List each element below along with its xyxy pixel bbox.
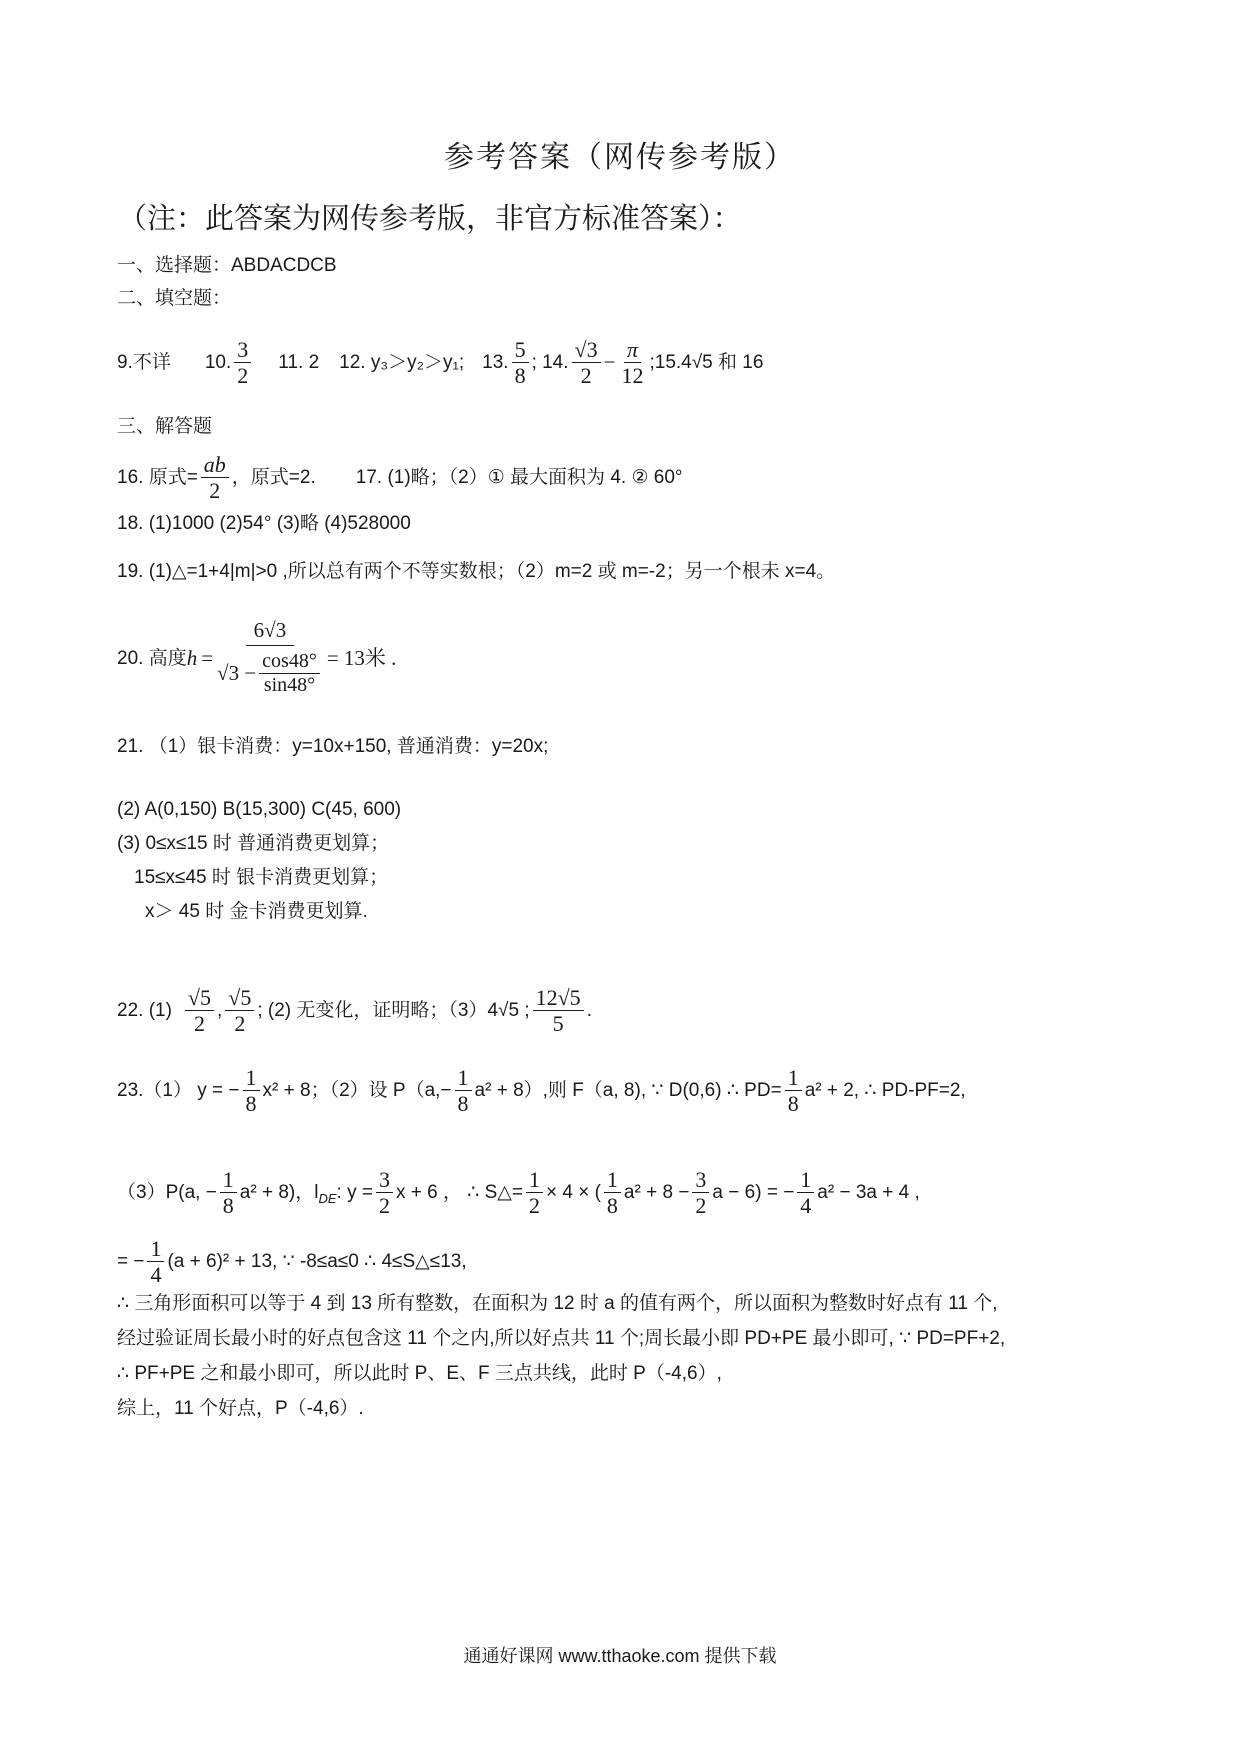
q23-fraction-7 [604, 1167, 621, 1219]
q23-f8-num: 3 [692, 1167, 709, 1193]
q21-part2: (2) A(0,150) B(15,300) C(45, 600) [117, 799, 402, 820]
q23-fraction-6 [526, 1167, 543, 1219]
q23-fraction-9 [797, 1167, 814, 1219]
q16-denominator: 2 [209, 478, 221, 504]
fill-q9: 9.不详 [117, 352, 171, 374]
q22-denominator-2: 2 [234, 1011, 246, 1037]
q20-cos-sin-fraction [259, 650, 320, 697]
q20-equals: = [201, 646, 214, 670]
q20-numerator: 6√3 [246, 620, 295, 646]
q16-fraction [201, 452, 229, 504]
q20-cos: cos48° [259, 650, 320, 674]
fill-q13-fraction [512, 337, 529, 389]
q23-f7-num: 1 [604, 1167, 621, 1193]
q23-line1 [117, 1065, 966, 1117]
footer-source: 通通好课网 www.tthaoke.com 提供下载 [463, 1646, 777, 1666]
fill-q11: 11. 2 [278, 352, 320, 374]
q23-f2-num: 1 [455, 1065, 472, 1091]
q16-q17-line [117, 452, 683, 504]
q21-part3-line3: x＞ 45 时 金卡消费更划算. [145, 901, 368, 922]
q23-l1-b: x² + 8；（2）设 P（a,− [262, 1080, 452, 1102]
q23-f8-den: 2 [695, 1193, 707, 1219]
fill-q14-fraction-2 [618, 337, 646, 389]
q23-fraction-10 [147, 1236, 164, 1288]
section-choice-answers: 一、选择题：ABDACDCB [117, 255, 337, 276]
q20-result: = 13米 . [326, 646, 397, 670]
q22-comma: , [217, 1000, 223, 1022]
q22-middle: ; (2) 无变化，证明略；（3）4√5 ; [257, 1000, 530, 1022]
section-solution-heading: 三、解答题 [117, 416, 213, 437]
fill-q10-numerator: 3 [234, 337, 251, 363]
q22-denominator-1: 2 [193, 1011, 205, 1037]
q23-fraction-8 [692, 1167, 709, 1219]
q22-line [117, 985, 592, 1037]
q20-label: 20. 高度 [117, 648, 187, 669]
q22-denominator-3: 5 [552, 1011, 564, 1037]
q23-paragraph-3: ∴ PF+PE 之和最小即可，所以此时 P、E、F 三点共线，此时 P（-4,6）, [117, 1363, 722, 1384]
fill-q15: ;15.4√5 和 16 [649, 352, 764, 374]
q23-f10-num: 1 [147, 1236, 164, 1262]
fill-q14-denominator-1: 2 [580, 363, 592, 389]
q23-f10-den: 4 [150, 1262, 162, 1288]
q23-f1-num: 1 [243, 1065, 260, 1091]
q22-fraction-1 [185, 985, 214, 1037]
disclaimer-note: （注：此答案为网传参考版，非官方标准答案）： [118, 203, 742, 235]
q23-fraction-3 [785, 1065, 802, 1117]
q23-l2-b: a² + 8)，l [239, 1182, 319, 1204]
q20-denominator [217, 646, 323, 697]
q23-f4-num: 1 [220, 1167, 237, 1193]
q23-l3-b: (a + 6)² + 13, ∵ -8≤a≤0 ∴ 4≤S△≤13, [167, 1251, 467, 1273]
q23-l3-a: = − [117, 1251, 145, 1273]
q23-f1-den: 8 [245, 1091, 257, 1117]
q18-answer: 18. (1)1000 (2)54° (3)略 (4)528000 [117, 513, 411, 534]
q23-paragraph-2: 经过验证周长最小时的好点包含这 11 个之内,所以好点共 11 个;周长最小即 PD+PE 最小即可, ∵ PD=PF+2, [117, 1328, 1006, 1349]
q23-l2-g: a − 6) = − [712, 1182, 795, 1204]
section-fill-heading: 二、填空题： [117, 288, 232, 309]
fill-q13-numerator: 5 [512, 337, 529, 363]
q23-l2-e: × 4 × ( [546, 1182, 601, 1204]
q23-line3 [117, 1236, 467, 1288]
q17-answer: 17. (1)略；（2）① 最大面积为 4. ② 60° [355, 467, 683, 489]
q21-part1: 21. （1）银卡消费：y=10x+150, 普通消费：y=20x; [117, 736, 549, 757]
page-title: 参考答案（网传参考版） [444, 141, 796, 174]
fill-q14-denominator-2: 12 [621, 363, 644, 389]
q23-f3-num: 1 [785, 1065, 802, 1091]
q23-l2-subscript: DE [318, 1191, 337, 1207]
q22-fraction-3 [533, 985, 584, 1037]
fill-answers-line: 9.不详 10. $\frac{3}{2}$ 11. 2 12. y₃＞y₂＞y₁; 13. $\frac{5}{8}$ ; 14. $\frac{√3}{2}$ − $\frac{\pi}{12}$ ;15.4√5 和 16 [117, 337, 764, 389]
q21-part3-line2: 15≤x≤45 时 银卡消费更划算； [134, 867, 389, 888]
fill-q10-label: 10. [204, 352, 232, 374]
fill-q14-fraction-1 [572, 337, 601, 389]
q23-l1-c: a² + 8）,则 F（a, 8), ∵ D(0,6) ∴ PD= [474, 1080, 782, 1102]
q22-end: . [586, 1000, 592, 1022]
q20-h: h [186, 646, 198, 670]
q20-sin: sin48° [263, 674, 316, 696]
q23-fraction-5 [376, 1167, 393, 1219]
q23-fraction-4 [220, 1167, 237, 1219]
q20-fraction [217, 620, 323, 697]
q23-fraction-1 [243, 1065, 260, 1117]
q22-numerator-3: 12√5 [533, 985, 584, 1011]
fill-q13-denominator: 8 [514, 363, 526, 389]
fill-q13-label: 13. [482, 352, 509, 374]
fill-q14-numerator-1: √3 [572, 337, 601, 363]
q23-f9-num: 1 [797, 1167, 814, 1193]
q23-fraction-2 [455, 1065, 472, 1117]
q22-numerator-1: √5 [185, 985, 214, 1011]
q19-answer: 19. (1)△=1+4|m|>0 ,所以总有两个不等实数根；（2）m=2 或 m=-2；另一个根未 x=4。 [117, 561, 836, 582]
q22-label: 22. (1) [117, 1000, 172, 1022]
q23-l1-a: 23.（1） y = − [117, 1080, 240, 1102]
q23-line2 [117, 1167, 920, 1219]
q23-f5-num: 3 [376, 1167, 393, 1193]
q23-l1-d: a² + 2, ∴ PD-PF=2, [804, 1080, 966, 1102]
fill-q10-fraction [234, 337, 251, 389]
q23-f6-den: 2 [529, 1193, 540, 1219]
q16-result: ，原式=2. [231, 467, 316, 489]
q23-f3-den: 8 [787, 1091, 799, 1117]
q20-line [117, 620, 396, 697]
q23-f2-den: 8 [457, 1091, 469, 1117]
q23-f9-den: 4 [800, 1193, 812, 1219]
q23-paragraph-1: ∴ 三角形面积可以等于 4 到 13 所有整数，在面积为 12 时 a 的值有两个，所以面积为整数时好点有 11 个, [117, 1293, 998, 1314]
fill-q10-denominator: 2 [237, 363, 249, 389]
q16-label: 16. 原式= [117, 467, 198, 489]
q22-numerator-2: √5 [225, 985, 254, 1011]
q23-l2-f: a² + 8 − [623, 1182, 690, 1204]
q21-part3-line1: (3) 0≤x≤15 时 普通消费更划算； [117, 833, 390, 854]
q23-f5-den: 2 [378, 1193, 390, 1219]
fill-q12: 12. y₃＞y₂＞y₁; [339, 352, 465, 374]
q23-f7-den: 8 [606, 1193, 618, 1219]
q23-f6-num: 1 [526, 1167, 543, 1193]
q23-l2-d: x + 6 ， ∴ S△= [395, 1182, 523, 1204]
q23-l2-a: （3）P(a, − [117, 1182, 217, 1204]
q22-fraction-2 [225, 985, 254, 1037]
q20-denominator-root: √3 − [217, 661, 257, 685]
q23-f4-den: 8 [222, 1193, 234, 1219]
fill-q14-label: ; 14. [531, 352, 569, 374]
q23-l2-h: a² − 3a + 4 , [817, 1182, 920, 1204]
fill-q14-numerator-2: π [624, 337, 641, 363]
q16-numerator: ab [201, 452, 229, 478]
q23-l2-c: : y = [336, 1182, 373, 1204]
q23-paragraph-4: 综上，11 个好点，P（-4,6）. [117, 1398, 364, 1419]
